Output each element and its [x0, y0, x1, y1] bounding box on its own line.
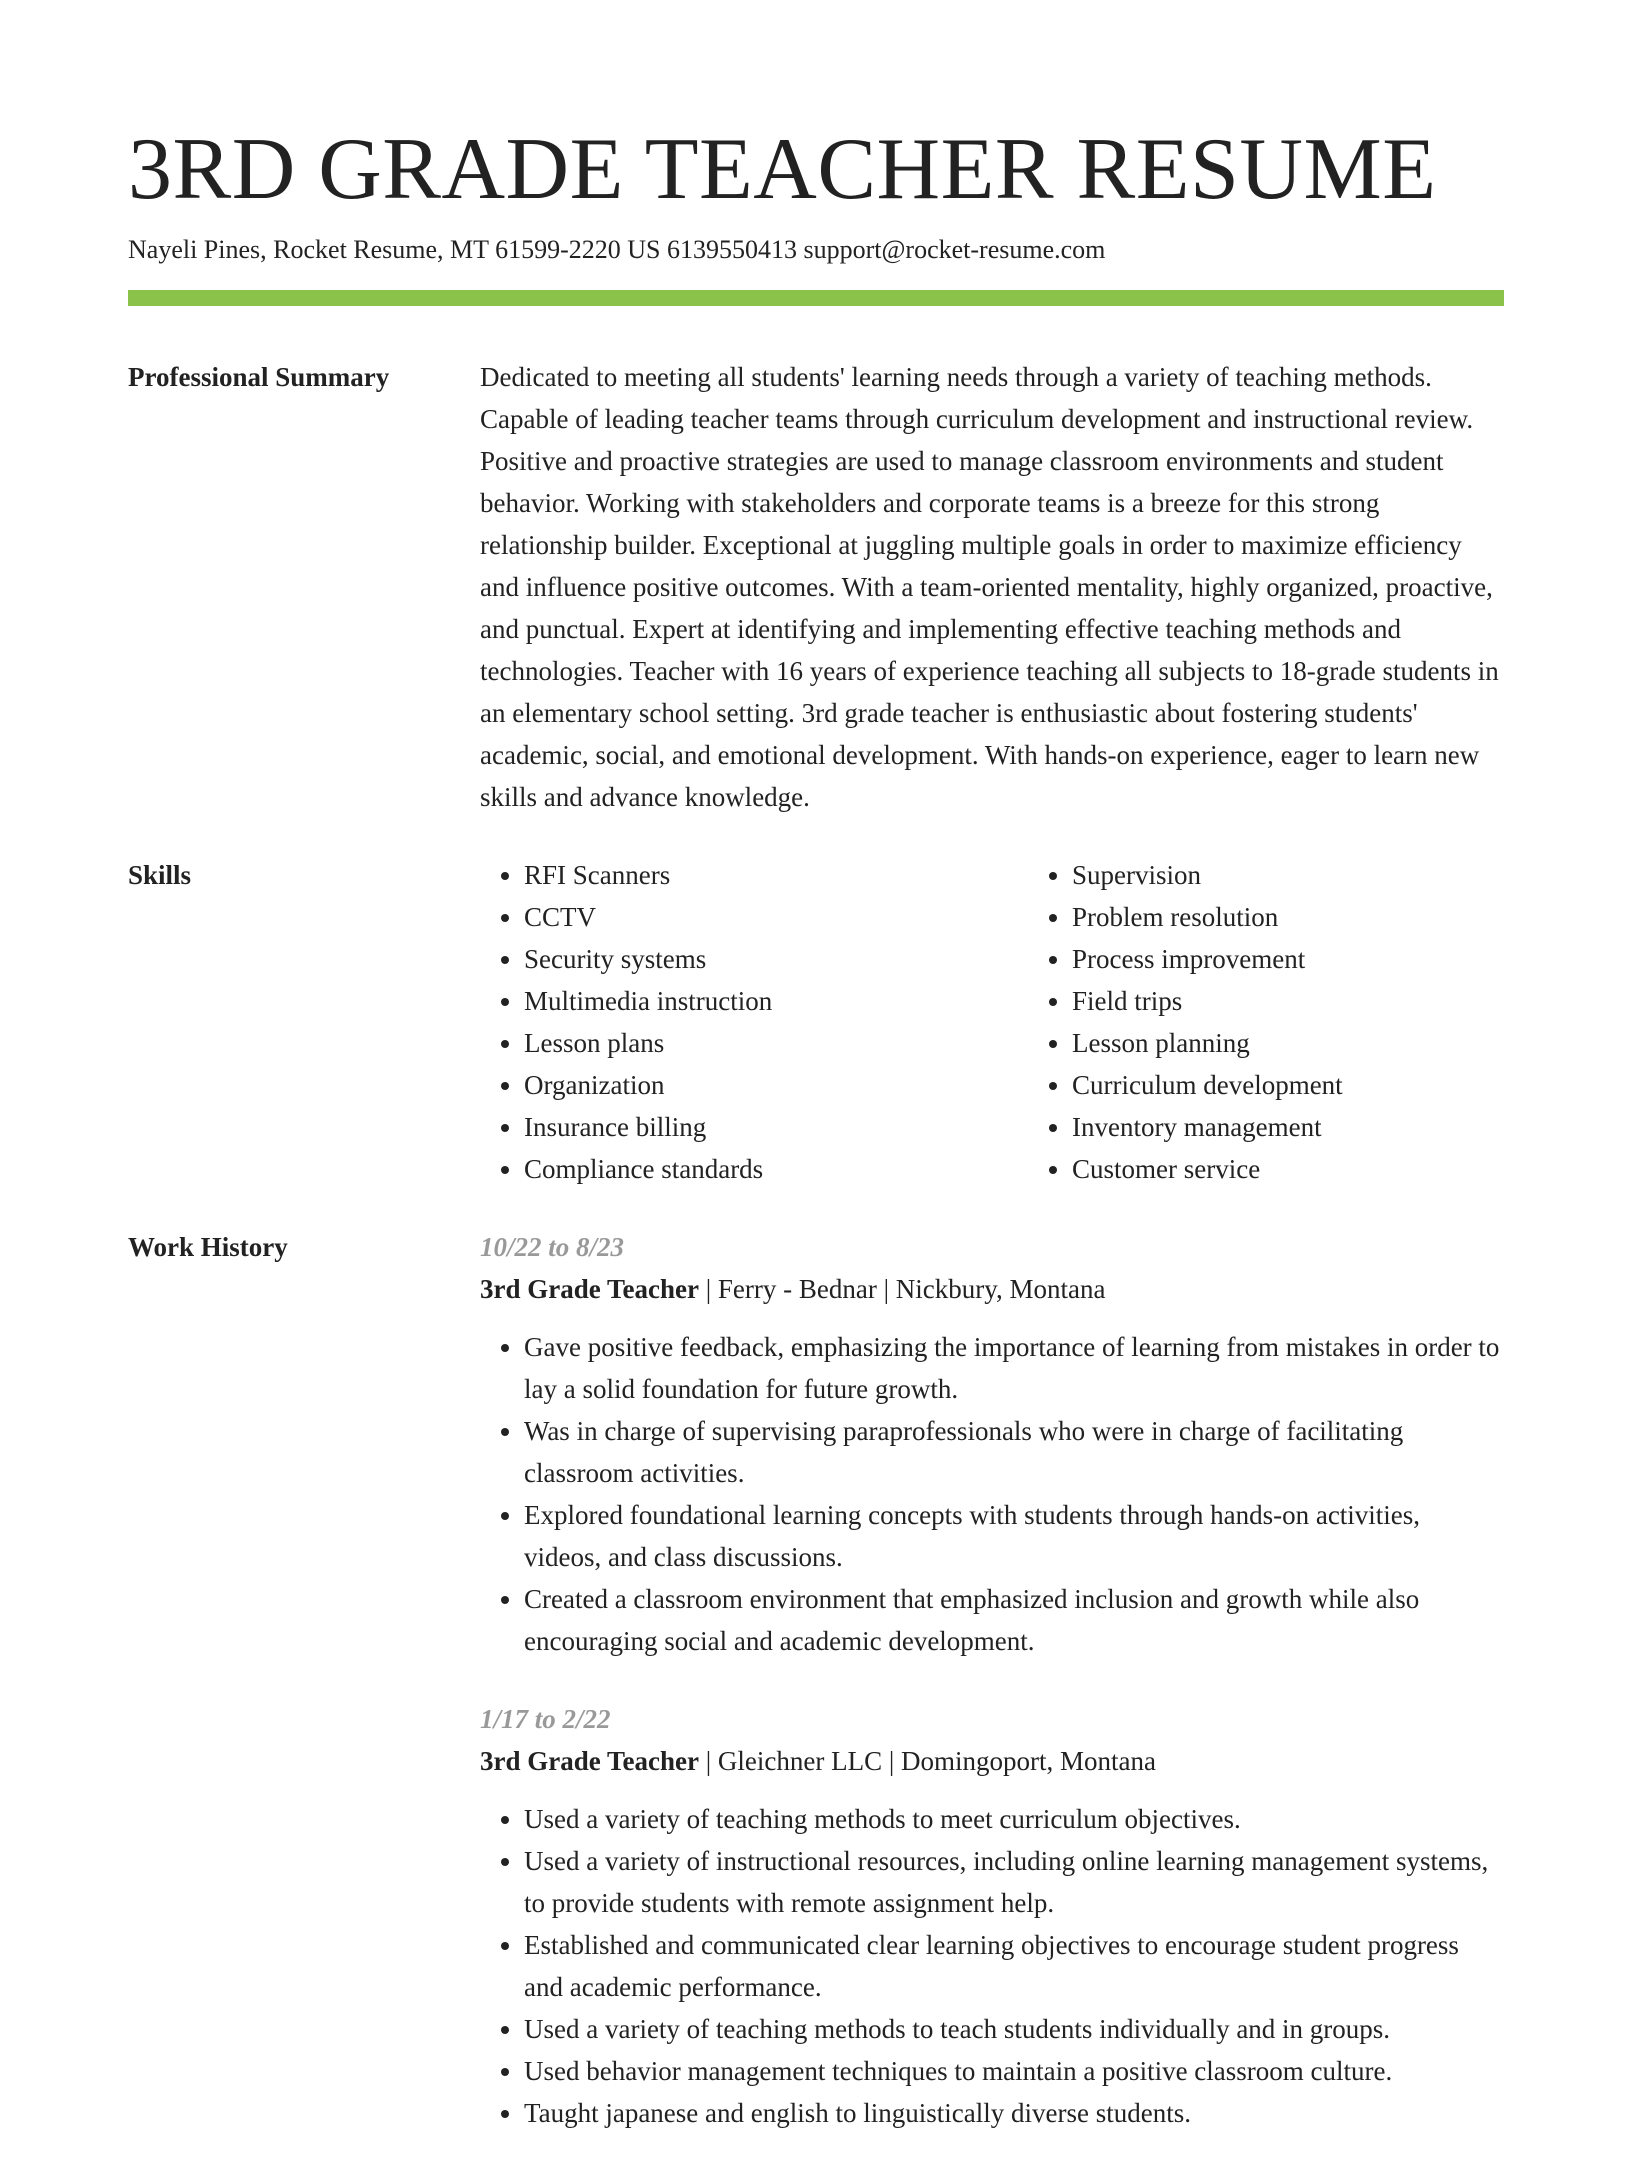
job-duty-item: • Was in charge of supervising paraprofessionals who were in charge of facilitating classroom activities.: [524, 1410, 1504, 1494]
skill-item: • Lesson plans: [524, 1022, 1028, 1064]
job-duty-item: • Used a variety of teaching methods to meet curriculum objectives.: [524, 1798, 1504, 1840]
job-duty-item: • Gave positive feedback, emphasizing the importance of learning from mistakes in order to lay a solid foundation for future growth.: [524, 1326, 1504, 1410]
skill-item: • CCTV: [524, 896, 1028, 938]
work-history-body: [480, 1226, 1504, 2170]
resume-page: [128, 120, 1504, 2170]
job-duty-item: • Used a variety of teaching methods to teach students individually and in groups.: [524, 2008, 1504, 2050]
job-duty-item: • Used a variety of instructional resources, including online learning management systems, to provide students with remote assignment help.: [524, 1840, 1504, 1924]
job-heading: [480, 1268, 1504, 1310]
job-duty-item: • Used behavior management techniques to maintain a positive classroom culture.: [524, 2050, 1504, 2092]
job-dates: 10/22 to 8/23: [480, 1232, 625, 1262]
skill-item: • Multimedia instruction: [524, 980, 1028, 1022]
contact-line: Nayeli Pines, Rocket Resume, MT 61599-2220 US 6139550413 support@rocket-resume.com: [128, 235, 1106, 264]
resume-title: 3RD GRADE TEACHER RESUME: [128, 121, 1437, 218]
job-heading: [480, 1740, 1504, 1782]
summary-text: Dedicated to meeting all students' learning needs through a variety of teaching methods. Capable of leading teacher teams through curriculum development and instructional review. Positive and proactive strategies are used to manage classroom environments and student behavior. Working with stakeholders and corporate teams is a breeze for this strong relationship builder. Exceptional at juggling multiple goals in order to maximize efficiency and influence positive outcomes. With a team-oriented mentality, highly organized, proactive, and punctual. Expert at identifying and implementing effective teaching methods and technologies. Teacher with 16 years of experience teaching all subjects to 18-grade students in an elementary school setting. 3rd grade teacher is enthusiastic about fostering students' academic, social, and emotional development. With hands-on experience, eager to learn new skills and advance knowledge.: [480, 362, 1499, 812]
job-duty-item: • Established and communicated clear learning objectives to encourage student progress and academic performance.: [524, 1924, 1504, 2008]
work-history-section: [128, 1226, 1504, 2170]
skill-item: • Customer service: [1072, 1148, 1576, 1190]
skill-item: • Curriculum development: [1072, 1064, 1576, 1106]
skill-item: • Supervision: [1072, 854, 1576, 896]
accent-divider: [128, 290, 1504, 306]
skill-item: • Compliance standards: [524, 1148, 1028, 1190]
skills-list-left: [480, 854, 1028, 1190]
skills-heading: Skills: [128, 860, 192, 890]
skill-item: • Inventory management: [1072, 1106, 1576, 1148]
job-dates: 1/17 to 2/22: [480, 1704, 611, 1734]
skill-item: • Lesson planning: [1072, 1022, 1576, 1064]
job-employer-location: | Gleichner LLC | Domingoport, Montana: [698, 1746, 1156, 1776]
skill-item: • Organization: [524, 1064, 1028, 1106]
job-duties-list: [480, 1798, 1504, 2134]
skill-item: • Problem resolution: [1072, 896, 1576, 938]
skills-columns: [480, 854, 1576, 1190]
job-entry: [480, 1226, 1504, 1662]
summary-heading: Professional Summary: [128, 362, 390, 392]
job-title: 3rd Grade Teacher: [480, 1274, 699, 1304]
skill-item: • Security systems: [524, 938, 1028, 980]
job-duty-item: • Taught japanese and english to linguistically diverse students.: [524, 2092, 1504, 2134]
skill-item: • Field trips: [1072, 980, 1576, 1022]
skill-item: • Process improvement: [1072, 938, 1576, 980]
summary-section: [128, 356, 1504, 818]
skills-list-right: [1028, 854, 1576, 1190]
work-history-heading: Work History: [128, 1232, 288, 1262]
skill-item: • Insurance billing: [524, 1106, 1028, 1148]
skill-item: • RFI Scanners: [524, 854, 1028, 896]
job-duty-item: • Explored foundational learning concepts with students through hands-on activities, videos, and class discussions.: [524, 1494, 1504, 1578]
job-title: 3rd Grade Teacher: [480, 1746, 699, 1776]
job-entry: [480, 1698, 1504, 2134]
job-duty-item: • Created a classroom environment that emphasized inclusion and growth while also encouraging social and academic development.: [524, 1578, 1504, 1662]
skills-section: [128, 854, 1504, 1190]
job-employer-location: | Ferry - Bednar | Nickbury, Montana: [698, 1274, 1106, 1304]
job-duties-list: [480, 1326, 1504, 1662]
